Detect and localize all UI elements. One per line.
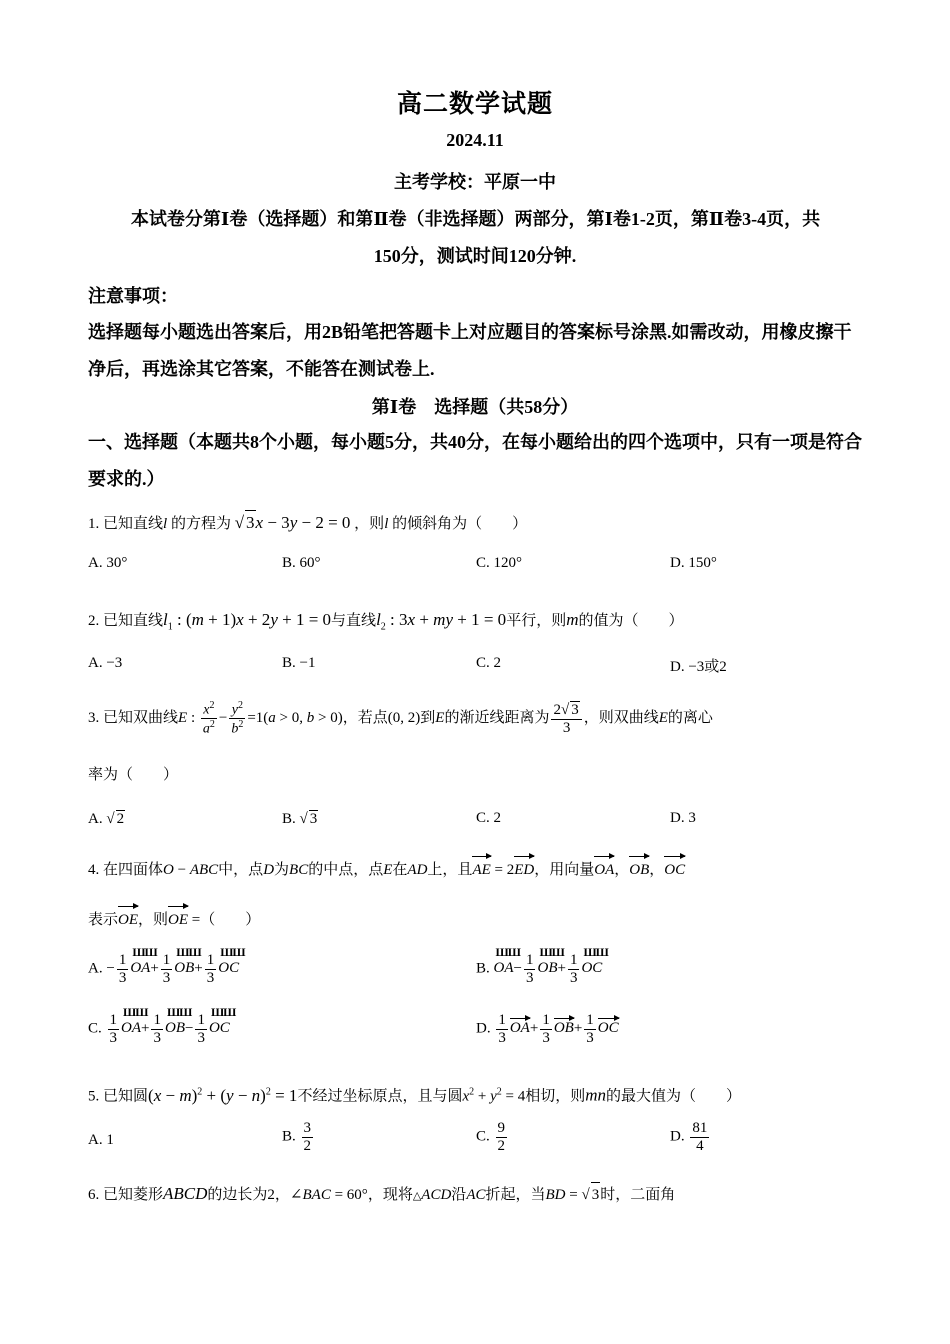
q2-option-d[interactable]: D. −3或2 — [670, 659, 727, 675]
q1-pre: 1. 已知直线 — [88, 516, 164, 532]
q4-e: 上，且 — [427, 862, 473, 878]
q4-option-d-label: D. — [476, 1020, 491, 1037]
q5-option-c[interactable]: C. $\frac{9}{2}$ — [476, 1120, 506, 1154]
q2-end: 的值为（ ） — [578, 613, 684, 629]
q4-option-b[interactable]: B. ШШ OA− $\frac{1}{3}$ ШШ OB+ $\frac{1}{3}$ ШШ OC — [476, 945, 608, 986]
q2-pre: 2. 已知直线 — [88, 613, 164, 629]
q4-b: 为 — [274, 862, 290, 878]
q1-option-c[interactable]: C. 120° — [476, 555, 523, 571]
page-title: 高二数学试题 — [396, 91, 553, 118]
question-3: 3. 已知双曲线E : $\frac{x^2}{a^2}$ − $\frac{y^2}{b^2}$ =1(a > 0, b > 0)，若点(0, 2)到E的渐近线距离为 $\frac{2√ 3}{3}$ ，则双曲线E的离心 — [88, 700, 713, 737]
q6-a: 的边长为2， — [207, 1187, 290, 1203]
q4-f: ，用向量 — [534, 862, 595, 878]
q1-option-a[interactable]: A. 30° — [88, 555, 128, 571]
q3-post: ，则双曲线 — [583, 709, 659, 726]
q4-option-c-label: C. — [88, 1020, 102, 1037]
q1-mid: 的方程为 — [170, 516, 231, 532]
host-school: 主考学校：平原一中 — [394, 172, 556, 192]
q5-option-b[interactable]: B. $\frac{3}{2}$ — [282, 1120, 312, 1154]
q3-mid3: 的渐近线距离为 — [444, 709, 550, 726]
question-2: 2. 已知直线$l_1$ : (m + 1)x + 2y + 1 = 0与直线$l_2$ : 3x + my + 1 = 0平行，则m的值为（ ） — [88, 610, 684, 633]
q3-option-a-label: A. — [88, 811, 103, 827]
q4-options-row-2 — [88, 1005, 868, 1056]
intro-line-2: 150分，测试时间120分钟. — [373, 246, 577, 266]
q2-options — [88, 655, 868, 695]
q5-mid: 不经过坐标原点，且与圆 — [297, 1088, 463, 1105]
q4-cont-pre: 表示 — [88, 912, 119, 928]
q4-option-b-label: B. — [476, 960, 490, 977]
q5-options — [88, 1120, 868, 1168]
q4-cont-post: ，则 — [138, 912, 169, 928]
q1-option-b[interactable]: B. 60° — [282, 555, 321, 571]
q4-option-d[interactable]: D. $\frac{1}{3}$ OA+ $\frac{1}{3}$ OB+ $\frac{1}{3}$ OC — [476, 1012, 619, 1046]
q3-pre: 3. 已知双曲线 — [88, 709, 179, 726]
q5-option-d-label: D. — [670, 1128, 685, 1145]
q4-d: 在 — [392, 862, 408, 878]
q5-option-c-label: C. — [476, 1128, 490, 1145]
q5-pre: 5. 已知圆 — [88, 1088, 149, 1105]
notes-heading: 注意事项： — [88, 286, 178, 306]
q6-e: 时，二面角 — [600, 1187, 676, 1203]
q3-option-b-label: B. — [282, 811, 296, 827]
q4-option-c[interactable]: C. $\frac{1}{3}$ ШШ OA+ $\frac{1}{3}$ ШШ OB− $\frac{1}{3}$ ШШ OC — [88, 1005, 236, 1046]
q1-option-d[interactable]: D. 150° — [670, 555, 717, 571]
section-title: 第Ⅰ卷 选择题（共58分） — [371, 397, 579, 417]
q6-d: 折起，当 — [485, 1187, 546, 1203]
q4-option-a[interactable]: A. − $\frac{1}{3}$ ШШ OA+ $\frac{1}{3}$ ШШ OB+ $\frac{1}{3}$ ШШ OC — [88, 945, 245, 986]
q5-option-a[interactable]: A. 1 — [88, 1132, 114, 1148]
q3-mid: ，若点 — [342, 709, 388, 726]
q2-option-a[interactable]: A. −3 — [88, 655, 123, 671]
q2-option-b[interactable]: B. −1 — [282, 655, 316, 671]
q2-mid: 与直线 — [331, 613, 377, 629]
q3-end: 的离心 — [667, 709, 713, 726]
q3-options — [88, 810, 868, 850]
q2-post: 平行，则 — [506, 613, 567, 629]
q1-end: 的倾斜角为（ ） — [392, 516, 528, 532]
q4-pre: 4. 在四面体 — [88, 862, 164, 878]
q1-options — [88, 555, 868, 595]
q3-option-b[interactable]: B. √ 3 — [282, 811, 318, 827]
q5-post: 相切，则 — [525, 1088, 586, 1105]
q4-option-a-label: A. — [88, 960, 103, 977]
q4-c: 的中点，点 — [308, 862, 384, 878]
question-6: 6. 已知菱形ABCD的边长为2，∠BAC = 60°，现将△ACD沿AC折起，当BD = √ 3时，二面角 — [88, 1182, 878, 1208]
q3-option-c[interactable]: C. 2 — [476, 810, 502, 826]
q6-b: ，现将 — [367, 1187, 413, 1203]
q5-end: 的最大值为（ ） — [606, 1088, 742, 1105]
q6-pre: 6. 已知菱形 — [88, 1187, 164, 1203]
q2-option-c[interactable]: C. 2 — [476, 655, 502, 671]
question-4: 4. 在四面体O − ABC中，点D为BC的中点，点E在AD上，且AE = 2ED，用向量OA，OB，OC — [88, 858, 878, 882]
question-1: 1. 已知直线l 的方程为 √ 3x − 3y − 2 = 0 ，则l 的倾斜角为（ ） — [88, 510, 878, 536]
q5-option-d[interactable]: D. $\frac{81}{4}$ — [670, 1120, 708, 1154]
q4-a: 中，点 — [218, 862, 264, 878]
q6-c: 沿 — [451, 1187, 467, 1203]
q4-cont-end: （ ） — [200, 912, 261, 928]
q3-mid2: 到 — [420, 709, 436, 726]
intro-line-1: 本试卷分第Ⅰ卷（选择题）和第Ⅱ卷（非选择题）两部分，第Ⅰ卷1-2页，第Ⅱ卷3-4页，共 — [130, 209, 821, 229]
question-4-continued: 表示OE，则OE =（ ） — [88, 908, 878, 932]
q5-option-b-label: B. — [282, 1128, 296, 1145]
exam-date: 2024.11 — [446, 130, 504, 150]
notes-body: 选择题每小题选出答案后，用2B铅笔把答题卡上对应题目的答案标号涂黑.如需改动，用橡皮擦干净后，再选涂其它答案，不能答在测试卷上. — [88, 322, 852, 379]
q1-post: ，则 — [354, 516, 385, 532]
q4-options-row-1 — [88, 945, 868, 996]
q3-option-a[interactable]: A. √ 2 — [88, 811, 125, 827]
section-instructions: 一、选择题（本题共8个小题，每小题5分，共40分，在每小题给出的四个选项中，只有一项是符合要求的.） — [88, 432, 862, 489]
question-5: 5. 已知圆$(x - m)^2 + (y - n)^2 = 1$不经过坐标原点，且与圆$x^2 + y^2 = 4$相切，则mn的最大值为（ ） — [88, 1085, 742, 1105]
q3-option-d[interactable]: D. 3 — [670, 810, 696, 826]
question-3-continued: 率为（ ） — [88, 767, 179, 783]
